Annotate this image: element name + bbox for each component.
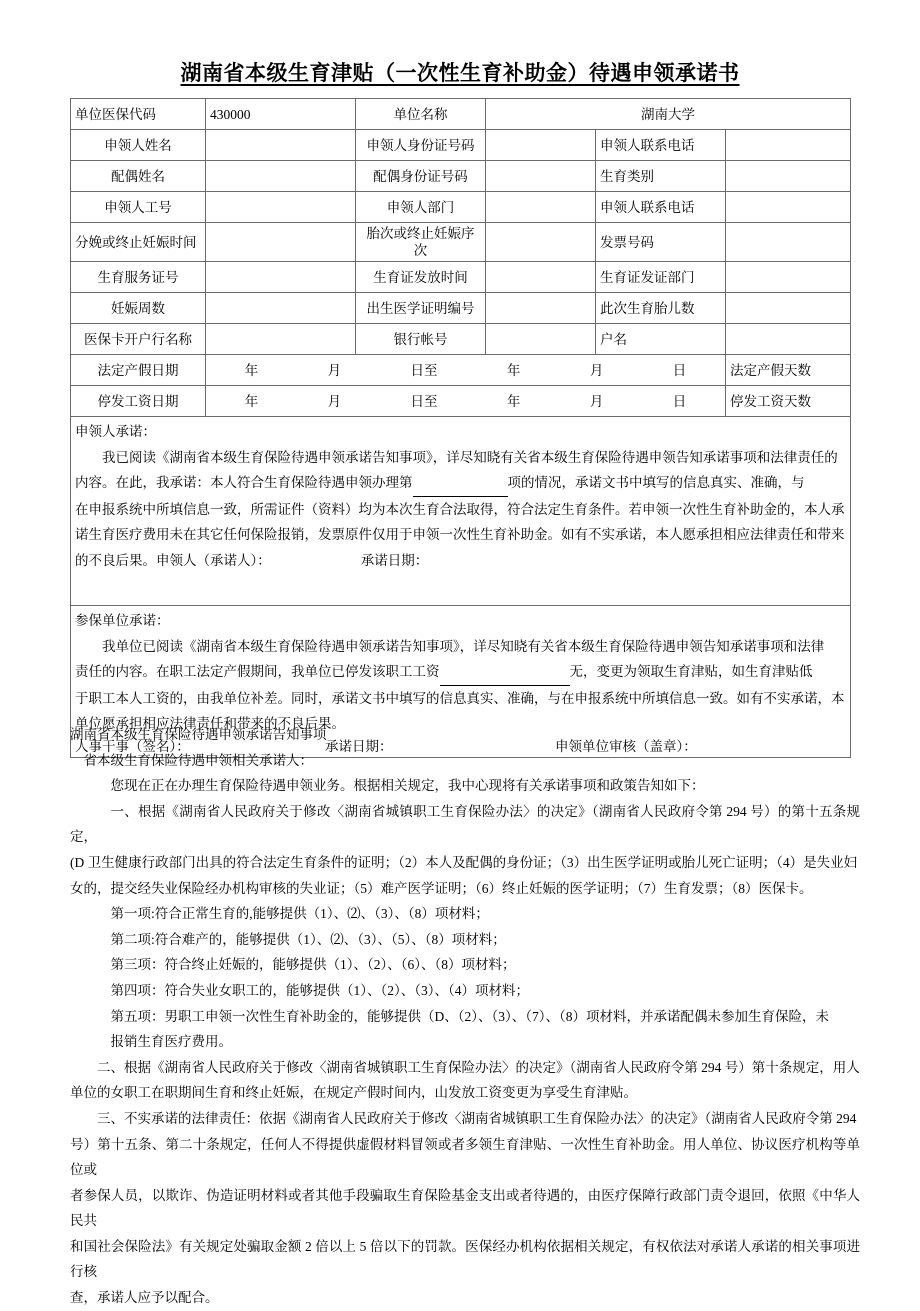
label-applicant-department: 申领人部门 — [356, 192, 486, 223]
value-unit-insurance-code[interactable]: 430000 — [206, 99, 356, 130]
value-parity-sequence[interactable] — [486, 223, 596, 262]
label-birth-medical-cert-no: 出生医学证明编号 — [356, 293, 486, 324]
applicant-commitment-row — [71, 417, 851, 606]
notice-intro: 您现在正在办理生育保险待遇申领业务。根据相关规定，我中心现将有关承诺事项和政策告知如下： — [110, 778, 705, 794]
notice-sub-item-2: 第二项:符合难产的，能够提供（1）、⑵、（3）、（5）、（8）项材料； — [110, 931, 506, 947]
value-birth-category[interactable] — [726, 161, 851, 192]
applicant-commitment-heading: 申领人承诺： — [75, 424, 156, 439]
value-birth-cert-issuer[interactable] — [726, 262, 851, 293]
notice-item1-line1: 一、根据《湖南省人民政府关于修改〈湖南省城镇职工生育保险办法〉的决定》（湖南省人民政府令第 294 号）的第十五条规定， — [70, 803, 860, 845]
value-invoice-number[interactable] — [726, 223, 851, 262]
table-row — [71, 262, 851, 293]
value-birth-medical-cert-no[interactable] — [486, 293, 596, 324]
label-salary-suspension-dates: 停发工资日期 — [71, 386, 206, 417]
statutory-leave-year-to: 年 — [506, 362, 521, 378]
value-bank-account-number[interactable] — [486, 324, 596, 355]
salary-suspension-day-to: 日 — [672, 393, 687, 409]
notice-item1-line2: (D 卫生健康行政部门出具的符合法定生育条件的证明；（2）本人及配偶的身份证；（3）出生医学证明或胎儿死亡证明；（4）是失业妇 — [70, 854, 858, 870]
value-applicant-employee-number[interactable] — [206, 192, 356, 223]
statutory-leave-day-to: 日 — [672, 362, 687, 378]
unit-commitment-line-2 — [75, 659, 846, 686]
statutory-leave-month-to: 月 — [589, 362, 604, 378]
statutory-leave-month-from: 月 — [327, 362, 342, 378]
applicant-commitment-line-2 — [75, 470, 846, 497]
notice-item3-line4: 和国社会保险法》有关规定处骗取金额 2 倍以上 5 倍以下的罚款。医保经办机构依据相关规定，有权依法对承诺人承诺的相关事项进行核 — [70, 1238, 860, 1280]
table-row — [71, 324, 851, 355]
notice-sub-item-1: 第一项:符合正常生育的,能够提供（1）、⑵、（3）、（8）项材料； — [110, 906, 489, 922]
unit-commitment-line-4: 单位愿承担相应法律责任和带来的不良后果。 — [75, 716, 345, 731]
label-account-holder-name: 户名 — [596, 324, 726, 355]
label-gestation-weeks: 妊娠周数 — [71, 293, 206, 324]
unit-commitment-line-3: 于职工本人工资的，由我单位补差。同时，承诺文书中填写的信息真实、准确，与在申报系统中所填信息一致。如有不实承诺，本 — [75, 690, 845, 706]
value-applicant-phone[interactable] — [726, 130, 851, 161]
label-applicant-name: 申领人姓名 — [71, 130, 206, 161]
unit-commitment-date-label[interactable]: 承诺日期： — [325, 738, 393, 754]
notice-title: 湖南省本级生育保险待遇申领承诺告知事项 — [70, 727, 327, 742]
label-statutory-leave-days: 法定产假天数 — [726, 355, 851, 386]
value-birth-cert-issue-date[interactable] — [486, 262, 596, 293]
table-row — [71, 99, 851, 130]
notice-item3-line5: 查，承诺人应予以配合。 — [70, 1290, 219, 1306]
value-statutory-leave-dates[interactable] — [206, 355, 726, 386]
label-applicant-id-number: 申领人身份证号码 — [356, 130, 486, 161]
value-account-holder-name[interactable] — [726, 324, 851, 355]
applicant-form-table — [70, 98, 851, 758]
value-applicant-id-number[interactable] — [486, 130, 596, 161]
label-birth-cert-issuer: 生育证发证部门 — [596, 262, 726, 293]
label-delivery-date: 分娩或终止妊娠时间 — [71, 223, 206, 262]
unit-salary-blank-field[interactable] — [440, 659, 570, 686]
value-gestation-weeks[interactable] — [206, 293, 356, 324]
statutory-leave-year-from: 年 — [244, 362, 259, 378]
label-unit-name: 单位名称 — [356, 99, 486, 130]
label-birth-cert-issue-date: 生育证发放时间 — [356, 262, 486, 293]
salary-suspension-day-from: 日至 — [410, 393, 438, 409]
applicant-commitment-line-2a: 内容。在此，我承诺：本人符合生育保险待遇申领办理第 — [75, 475, 413, 490]
salary-suspension-month-from: 月 — [327, 393, 342, 409]
label-fetus-count: 此次生育胎儿数 — [596, 293, 726, 324]
applicant-commitment-date-label[interactable]: 承诺日期： — [360, 552, 429, 568]
table-row — [71, 355, 851, 386]
label-unit-insurance-code: 单位医保代码 — [71, 99, 206, 130]
label-birth-service-cert-no: 生育服务证号 — [71, 262, 206, 293]
salary-suspension-year-to: 年 — [506, 393, 521, 409]
unit-commitment-line-2b: 无，变更为领取生育津贴，如生育津贴低 — [569, 664, 813, 679]
notice-item3-line2: 号）第十五条、第二十条规定，任何人不得提供虚假材料冒领或者多领生育津贴、一次性生育补助金。用人单位、协议医疗机构等单位或 — [70, 1136, 860, 1178]
label-bank-account-number: 银行帐号 — [356, 324, 486, 355]
applicant-commitment-line-5 — [75, 548, 846, 574]
table-row — [71, 130, 851, 161]
label-birth-category: 生育类别 — [596, 161, 726, 192]
notice-item3-line3: 者参保人员，以欺诈、伪造证明材料或者其他手段骗取生育保险基金支出或者待遇的，由医疗保障行政部门责令退回，依照《中华人民共 — [70, 1187, 860, 1229]
label-salary-suspension-days: 停发工资天数 — [726, 386, 851, 417]
value-unit-name[interactable]: 湖南大学 — [486, 99, 851, 130]
label-applicant-phone: 申领人联系电话 — [596, 130, 726, 161]
applicant-commitment-line-3: 在申报系统中所填信息一致，所需证件（资料）均为本次生育合法取得，符合法定生育条件。若申领一次性生育补助金的，本人承 — [75, 501, 845, 517]
salary-suspension-month-to: 月 — [589, 393, 604, 409]
label-statutory-leave-dates: 法定产假日期 — [71, 355, 206, 386]
notice-item2-line2: 单位的女职工在职期间生育和终止妊娠，在规定产假时间内，山发放工资变更为享受生育津贴。 — [70, 1085, 637, 1101]
table-row — [71, 293, 851, 324]
applicant-commitment-block — [71, 417, 851, 606]
table-row — [71, 223, 851, 262]
table-row — [71, 386, 851, 417]
applicant-commitment-line-2b: 项的情况，承诺文书中填写的信息真实、准确，与 — [507, 475, 805, 490]
label-invoice-number: 发票号码 — [596, 223, 726, 262]
label-bank-branch-name: 医保卡开户行名称 — [71, 324, 206, 355]
page-title: 湖南省本级生育津贴（一次性生育补助金）待遇申领承诺书 — [180, 61, 740, 85]
applicant-commitment-line-1: 我已阅读《湖南省本级生育保险待遇申领承诺告知事项》，详尽知晓有关省本级生育保险待遇申领告知承诺事项和法律责任的 — [102, 449, 838, 465]
table-row — [71, 192, 851, 223]
value-spouse-id-number[interactable] — [486, 161, 596, 192]
unit-review-seal-label[interactable]: 申领单位审核（盖章）： — [555, 738, 697, 754]
value-spouse-name[interactable] — [206, 161, 356, 192]
value-applicant-department[interactable] — [486, 192, 596, 223]
notice-sub-item-5: 第五项：男职工申领一次性生育补助金的，能够提供（D、（2）、（3）、（7）、（8）项材料，并承诺配偶未参加生育保险，未 — [110, 1008, 829, 1024]
notice-item1-line3: 女的，提交经失业保险经办机构审核的失业证；（5）难产医学证明；（6）终止妊娠的医学证明；（7）生育发票；（8）医保卡。 — [70, 880, 813, 896]
notice-sub-item-3: 第三项：符合终止妊娠的，能够提供（1）、（2）、（6）、（8）项材料； — [110, 957, 516, 973]
label-spouse-id-number: 配偶身份证号码 — [356, 161, 486, 192]
notice-section — [70, 722, 860, 1311]
unit-commitment-line-1: 我单位已阅读《湖南省本级生育保险待遇申领承诺告知事项》，详尽知晓有关省本级生育保险待遇申领告知承诺事项和法律 — [102, 638, 825, 654]
notice-salutation: 省本级生育保险待遇申领相关承诺人： — [83, 752, 313, 768]
unit-commitment-heading: 参保单位承诺： — [75, 613, 170, 628]
unit-commitment-line-2a: 责任的内容。在职工法定产假期间，我单位已停发该职工工资 — [75, 664, 440, 679]
table-row — [71, 161, 851, 192]
notice-sub-item-4: 第四项：符合失业女职工的，能够提供（1）、（2）、（3）、（4）项材料； — [110, 982, 529, 998]
notice-item2-line1: 二、根据《湖南省人民政府关于修改〈湖南省城镇职工生育保险办法〉的决定》（湖南省人民政府令第 294 号）第十条规定，用人 — [97, 1059, 860, 1075]
applicant-signature-label: 的不良后果。申领人（承诺人）： — [75, 552, 271, 568]
value-applicant-phone-2[interactable] — [726, 192, 851, 223]
value-delivery-date[interactable] — [206, 223, 356, 262]
value-salary-suspension-dates[interactable] — [206, 386, 726, 417]
applicant-commitment-line-4: 诺生育医疗费用未在其它任何保险报销，发票原件仅用于申领一次性生育补助金。如有不实承诺，本人愿承担相应法律责任和带来 — [75, 527, 845, 542]
value-bank-branch-name[interactable] — [206, 324, 356, 355]
statutory-leave-day-from: 日至 — [410, 362, 438, 378]
notice-item3-line1: 三、不实承诺的法律责任：依据《湖南省人民政府关于修改〈湖南省城镇职工生育保险办法〉的决定》（湖南省人民政府令第 294 — [97, 1110, 857, 1126]
value-applicant-name[interactable] — [206, 130, 356, 161]
label-spouse-name: 配偶姓名 — [71, 161, 206, 192]
applicant-signature-space[interactable] — [75, 573, 846, 603]
applicant-item-blank-field[interactable] — [413, 470, 508, 497]
value-fetus-count[interactable] — [726, 293, 851, 324]
label-applicant-employee-number: 申领人工号 — [71, 192, 206, 223]
hr-officer-signature-label[interactable]: 人事干事（签名）： — [75, 738, 190, 754]
label-applicant-phone-2: 申领人联系电话 — [596, 192, 726, 223]
salary-suspension-year-from: 年 — [244, 393, 259, 409]
value-birth-service-cert-no[interactable] — [206, 262, 356, 293]
label-parity-sequence: 胎次或终止妊娠序次 — [356, 223, 486, 262]
notice-sub-item-5-cont: 报销生育医疗费用。 — [110, 1034, 232, 1050]
